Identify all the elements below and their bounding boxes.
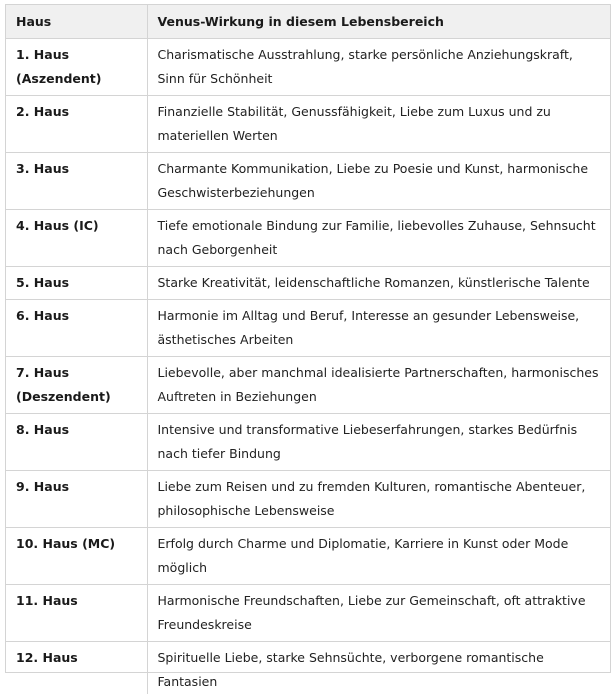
table-row [6, 641, 610, 694]
table-row [6, 356, 610, 413]
effect-cell: Spirituelle Liebe, starke Sehnsüchte, verborgene romantische Fantasien [147, 641, 610, 694]
table-row [6, 266, 610, 299]
effect-cell: Erfolg durch Charme und Diplomatie, Karriere in Kunst oder Mode möglich [147, 527, 610, 584]
table-row [6, 584, 610, 641]
table-row [6, 95, 610, 152]
house-cell: 5. Haus [16, 274, 70, 290]
table-row [6, 38, 610, 95]
effect-cell: Liebe zum Reisen und zu fremden Kulturen, romantische Abenteuer, philosophische Lebensweise [147, 470, 610, 527]
house-cell: 2. Haus [16, 103, 70, 119]
house-cell: 11. Haus [16, 592, 78, 608]
header-effect: Venus-Wirkung in diesem Lebensbereich [147, 5, 610, 38]
header-house: Haus [16, 13, 52, 29]
table-row [6, 413, 610, 470]
table-row [6, 209, 610, 266]
effect-cell: Charmante Kommunikation, Liebe zu Poesie und Kunst, harmonische Geschwisterbeziehungen [147, 152, 610, 209]
effect-cell: Harmonie im Alltag und Beruf, Interesse an gesunder Lebensweise, ästhetisches Arbeiten [147, 299, 610, 356]
effect-cell: Finanzielle Stabilität, Genussfähigkeit, Liebe zum Luxus und zu materiellen Werten [147, 95, 610, 152]
table-row [6, 470, 610, 527]
house-cell: 6. Haus [16, 307, 70, 323]
house-cell: 4. Haus (IC) [16, 217, 99, 233]
house-cell: 9. Haus [16, 478, 70, 494]
effect-cell: Tiefe emotionale Bindung zur Familie, liebevolles Zuhause, Sehnsucht nach Geborgenheit [147, 209, 610, 266]
table-header-row [6, 5, 610, 38]
effect-cell: Harmonische Freundschaften, Liebe zur Gemeinschaft, oft attraktive Freundeskreise [147, 584, 610, 641]
table-row [6, 527, 610, 584]
house-cell: 1. Haus (Aszendent) [16, 46, 102, 86]
effect-cell: Charismatische Ausstrahlung, starke persönliche Anziehungskraft, Sinn für Schönheit [147, 38, 610, 95]
venus-houses-table [5, 4, 611, 689]
effect-cell: Starke Kreativität, leidenschaftliche Romanzen, künstlerische Talente [147, 266, 610, 299]
house-cell: 12. Haus [16, 649, 78, 665]
table-row [6, 152, 610, 209]
houses-table [6, 5, 610, 694]
house-cell: 8. Haus [16, 421, 70, 437]
table-row [6, 299, 610, 356]
house-cell: 7. Haus (Deszendent) [16, 364, 111, 404]
house-cell: 10. Haus (MC) [16, 535, 116, 551]
effect-cell: Intensive und transformative Liebeserfahrungen, starkes Bedürfnis nach tiefer Bindung [147, 413, 610, 470]
effect-cell: Liebevolle, aber manchmal idealisierte Partnerschaften, harmonisches Auftreten in Beziehungen [147, 356, 610, 413]
house-cell: 3. Haus [16, 160, 70, 176]
